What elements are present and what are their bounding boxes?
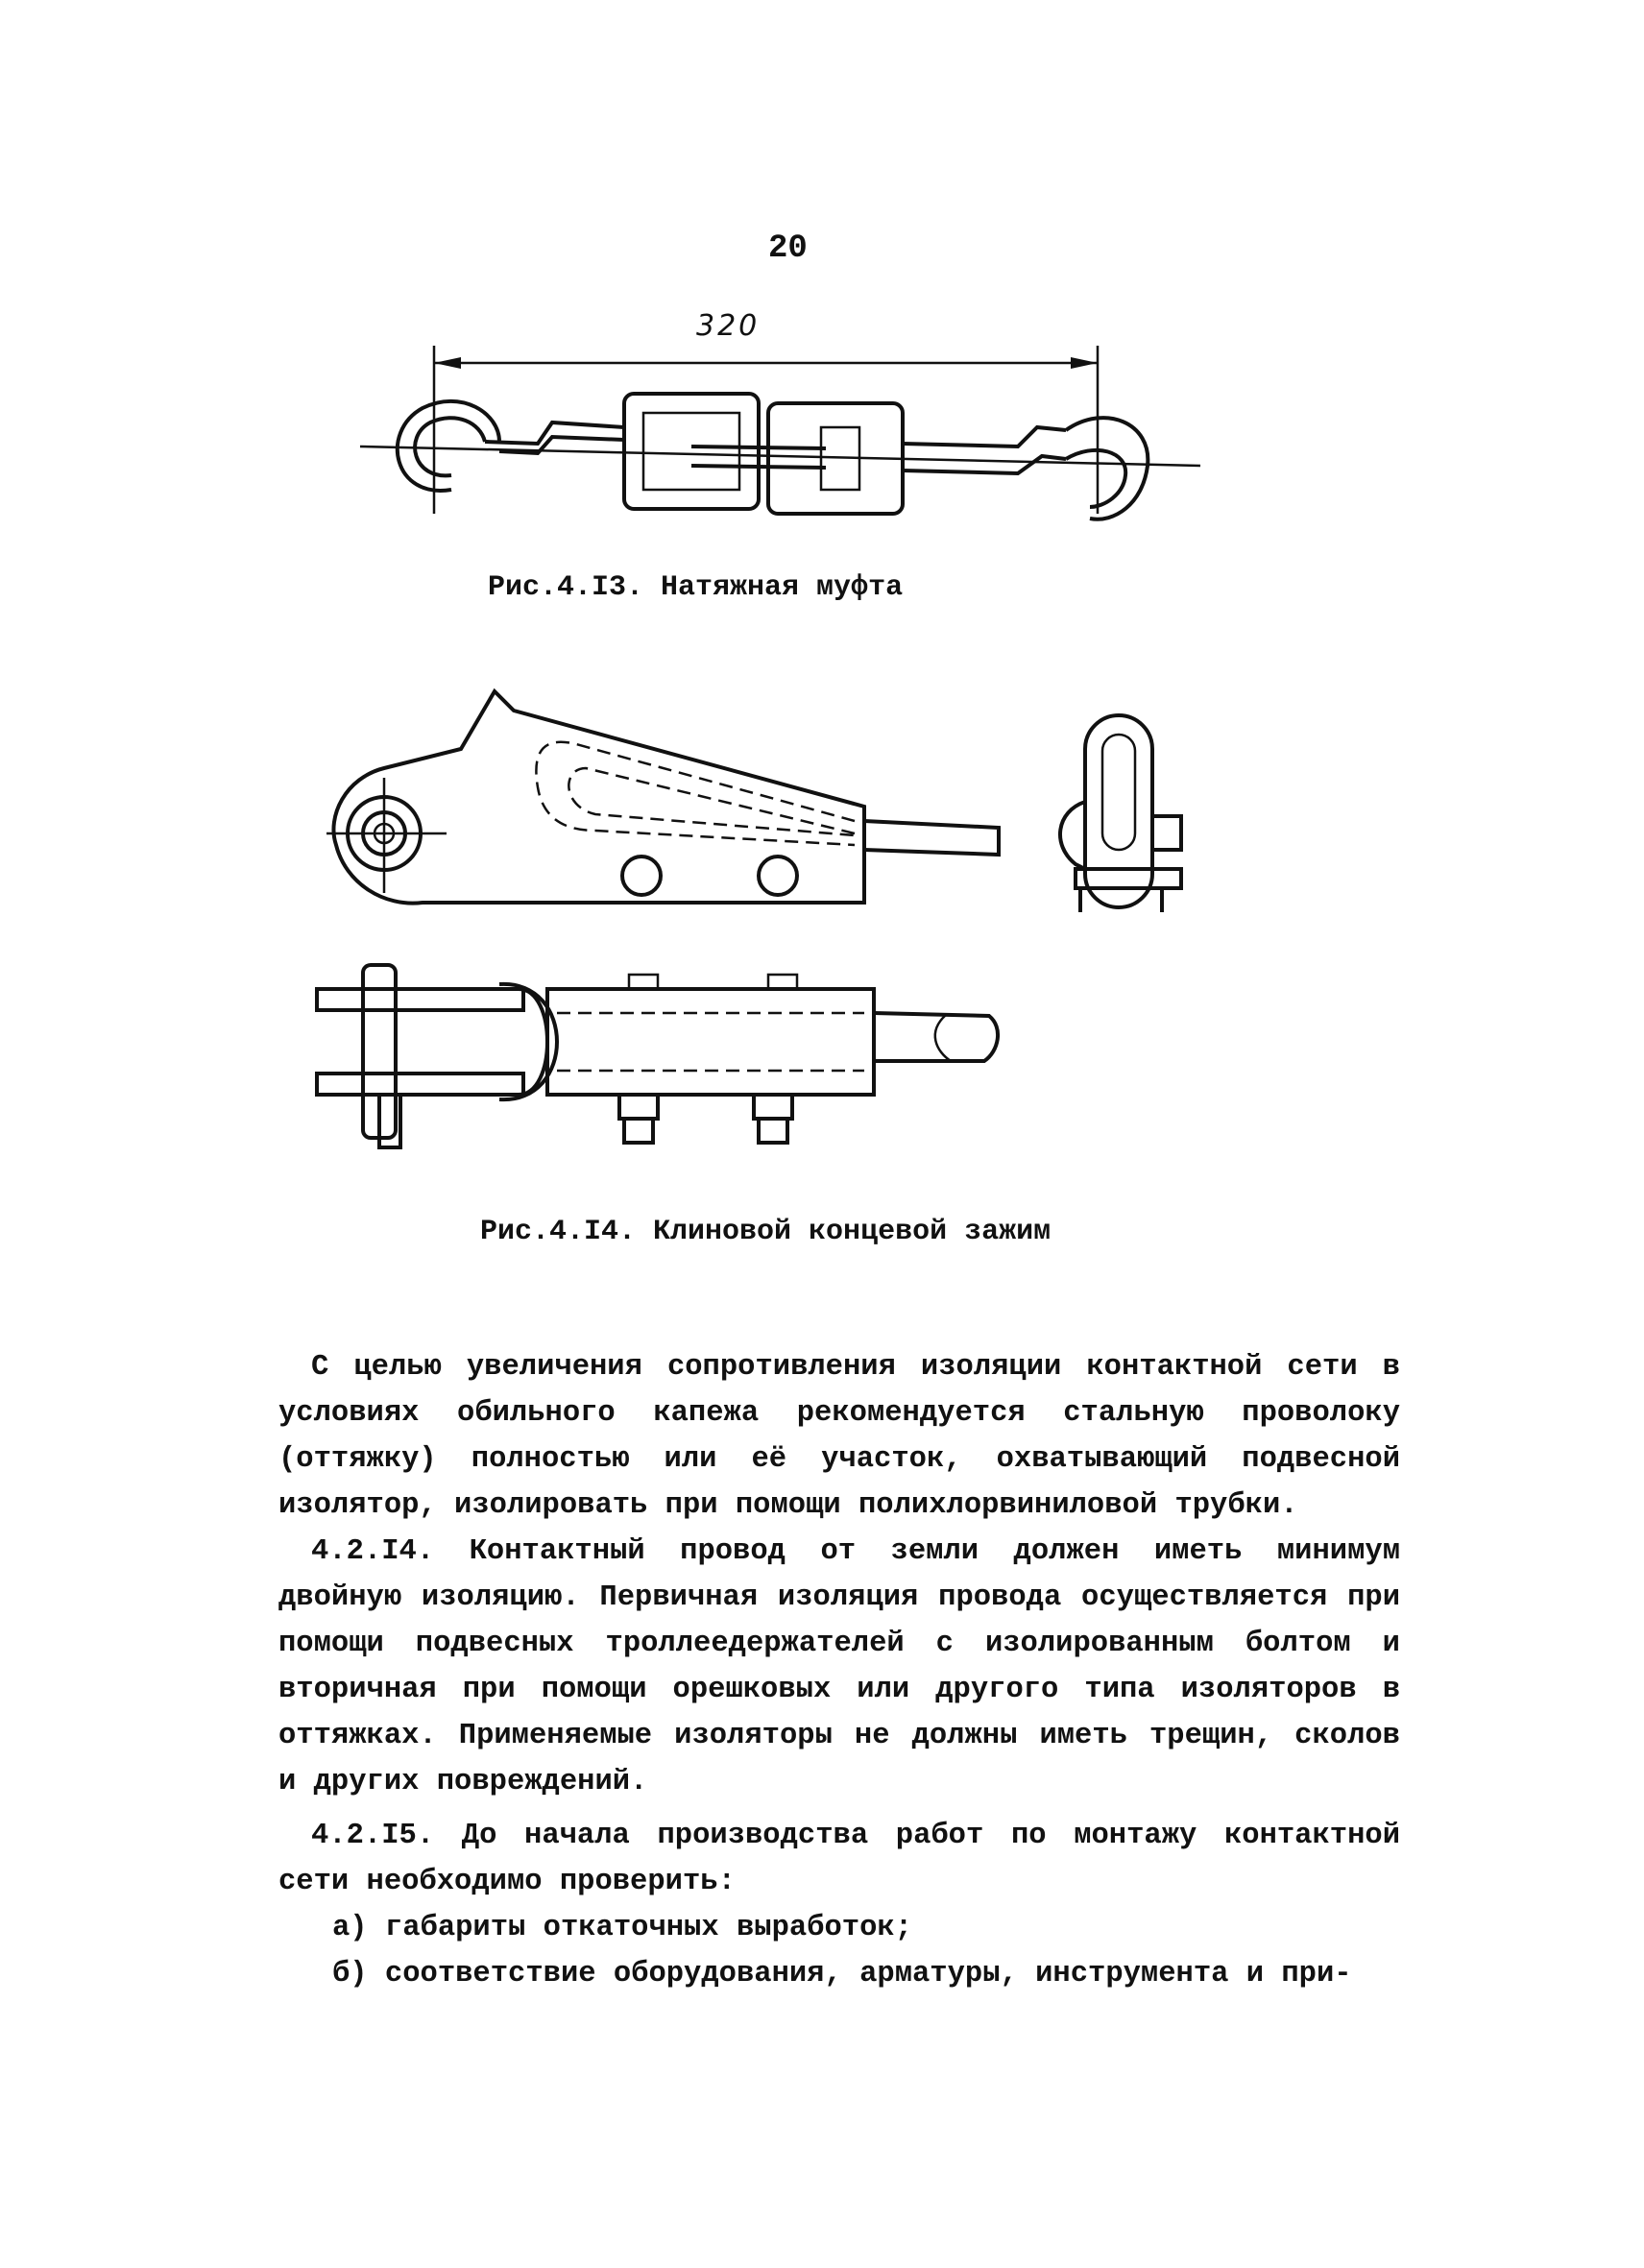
- sleeve: [547, 989, 874, 1095]
- paragraph: С целью увеличения сопротивления изоляции контактной сети в условиях обильного капежа рекомендуется стальную проволоку (оттяжку) полностью или её участок, охватывающий подвесной изолятор, изолировать при помощи полихлорвиниловой трубки.: [278, 1351, 1400, 1522]
- bolt-head: [759, 857, 797, 895]
- wedge-outline: [536, 742, 855, 845]
- wedge-clamp-side-view: [326, 691, 999, 904]
- plate-bottom: [317, 1074, 523, 1095]
- turnbuckle-drawing: [360, 346, 1200, 519]
- dimension-arrow-left: [434, 357, 461, 369]
- clamp-body: [333, 691, 864, 904]
- right-rod: [903, 427, 1066, 473]
- figure-caption-4-14: Рис.4.I4. Клиновой концевой зажим: [480, 1216, 1052, 1248]
- paragraph: 4.2.I5. До начала производства работ по монтажу контактной сети необходимо проверить:: [278, 1820, 1400, 1898]
- figure-caption-4-13: Рис.4.I3. Натяжная муфта: [488, 571, 904, 604]
- page-number: 20: [768, 230, 808, 267]
- wedge-clamp-end-view: [1060, 715, 1181, 912]
- bolt-head: [622, 857, 661, 895]
- body-text: [278, 1344, 1400, 1997]
- list-item: а) габариты откаточных выработок;: [332, 1912, 912, 1944]
- paragraph: 4.2.I4. Контактный провод от земли должен иметь минимум двойную изоляцию. Первичная изоляция провода осуществляется при помощи подвесных троллеедержателей с изолированным болтом и вторичная при помощи орешковых или другого типа изоляторов в оттяжках. Применяемые изоляторы не должны иметь трещин, сколов и других повреждений.: [278, 1535, 1400, 1798]
- end-view-loop: [1085, 715, 1152, 907]
- wedge-clamp-plan-view: [317, 965, 998, 1147]
- dimension-label: 320: [696, 309, 761, 343]
- plate-top: [317, 989, 523, 1010]
- wire: [864, 821, 999, 855]
- dimension-arrow-right: [1071, 357, 1098, 369]
- list-item: б) соответствие оборудования, арматуры, инструмента и при-: [332, 1958, 1352, 1991]
